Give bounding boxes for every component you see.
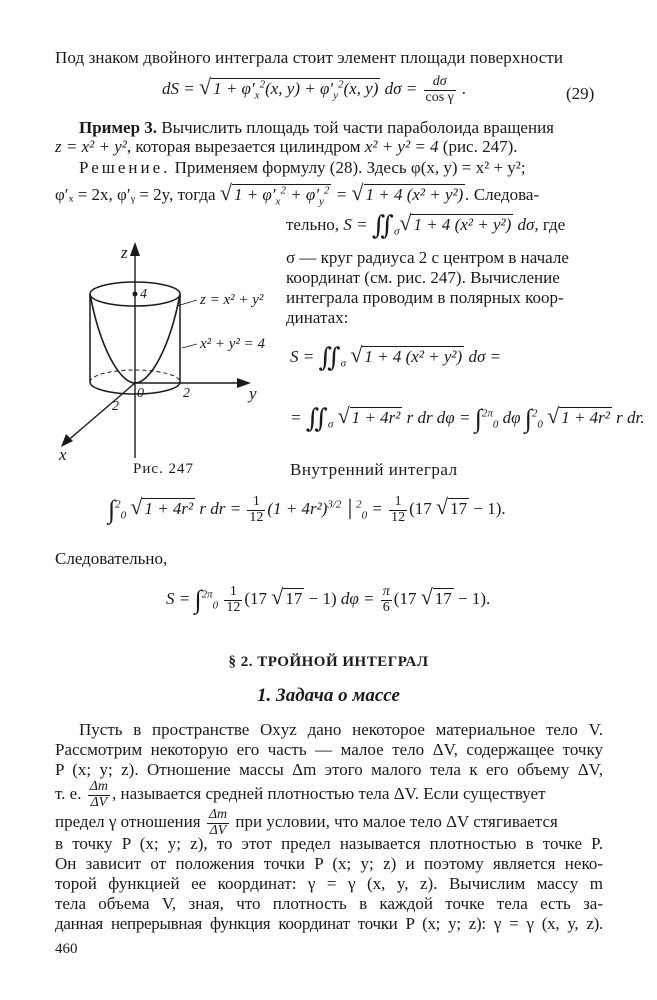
inner-integral-formula: ∫$^2_0$ √ 1 + 4r² r dr = $\frac{1}{12}$ $(1 + 4r^2)^{3/2}$ │$^2_0$ = $\frac{1}{12}$ (17 √ 17 − 1). (108, 493, 506, 525)
point-z4 (133, 292, 138, 297)
right-text-4: динатах: (286, 308, 349, 327)
polar-integral-1: $S = ∬_\sigma$ √ 1 + 4 (x² + y²) dσ = (290, 342, 502, 373)
solution-text-1: Применяем формулу (28). Здесь φ(x, y) = x² + y²; (174, 158, 526, 177)
dm-dv-fraction-2: $\frac{\Delta m}{\Delta V}$ (208, 807, 228, 838)
para-line-7: Он зависит от положения точки P (x; y; z) и поэтому является неко- (55, 854, 603, 873)
x-label: x (59, 445, 67, 464)
y-label: y (249, 384, 257, 403)
figure-caption: Рис. 247 (133, 461, 195, 477)
example-line-2 (55, 137, 518, 157)
para-4-start: т. е. (55, 784, 82, 804)
para-4-rest: , называется средней плотностью тела ΔV. Если существует (112, 784, 546, 804)
formula-29: dS = √ $1 + \varphi'_x^2(x$, $y) + \varphi'_y^2(x$, y) dσ = $\frac{d\sigma}{\text{cos γ}}$ . (162, 73, 467, 105)
para-line-6: в точку P (x; y; z), то этот предел называется плотностью в точке P. (55, 834, 603, 853)
x-axis (65, 383, 135, 443)
solution-cont: Следова- (473, 185, 540, 204)
example-label: Пример 3. (79, 118, 158, 137)
s-integral: $S = ∬_\sigma√$ 1 + 4 (x² + y²) dσ, (343, 210, 539, 241)
equation-number-29: (29) (566, 84, 595, 103)
final-s-formula: S = ∫$^{2\pi}_0$ $\frac{1}{12}$ (17 √ 17 − 1) dφ = $\frac{\pi}{6}$ (17 √ 17 − 1). (166, 583, 491, 615)
example-text-1: Вычислить площадь той части параболоида вращения (161, 118, 554, 137)
cylinder-label: x² + y² = 4 (200, 336, 266, 352)
polar-integral-2: = $∬_\sigma$ √ 1 + 4r² r dr dφ = ∫$^{2\pi}_0$ dφ ∫$^2_0$ √ 1 + 4r² r dr. (290, 403, 645, 434)
para-line-3: P (x; y; z). Отношение массы Δm этого малого тела к его объему ΔV, (55, 760, 603, 779)
dm-dv-fraction-1: $\frac{\Delta m}{\Delta V}$ (89, 779, 109, 810)
z-arrow-icon (130, 242, 140, 256)
figure-ref: (рис. 247). (442, 137, 518, 156)
solution-line-2 (55, 180, 539, 208)
tick-2-y-label: 2 (183, 386, 190, 401)
therefore-label: Следовательно, (55, 549, 168, 568)
where-word: где (542, 215, 566, 234)
paraboloid-label: z = x² + y² (200, 292, 264, 308)
tick-2-x-label: 2 (112, 399, 119, 414)
cylinder-leader (182, 344, 197, 348)
origin-label: 0 (137, 386, 144, 401)
sqrt-expression: √ $1 + \varphi'_x^2 + \varphi'_y^2$ = √ 1 + 4 (x² + y²) . (219, 180, 470, 208)
example-line-1 (79, 118, 603, 138)
inner-integral-label: Внутренний интеграл (290, 460, 458, 479)
solution-label: Решение. (79, 158, 171, 177)
para-5-start: предел γ отношения (55, 812, 201, 832)
para-line-2: Рассмотрим некоторую его часть — малое тело ΔV, содержащее точку (55, 740, 603, 759)
right-text-1: σ — круг радиуса 2 с центром в начале (286, 248, 569, 267)
para-line-8: торой функцией ее координат: γ = γ (x, y, z). Вычислим массу m (55, 874, 603, 893)
solution-text-3: тельно, (286, 215, 340, 234)
solution-line-3 (286, 210, 565, 241)
intro-line: Под знаком двойного интеграла стоит элемент площади поверхности (55, 48, 564, 67)
para-line-1: Пусть в пространстве Oxyz дано некоторое материальное тело V. (79, 720, 603, 739)
right-text-3: интеграла проводим в полярных коор- (286, 288, 564, 307)
subsection-heading: 1. Задача о массе (257, 685, 400, 706)
solution-line-1 (79, 158, 526, 178)
figure-247 (55, 238, 345, 468)
para-5-rest: при условии, что малое тело ΔV стягивается (235, 812, 558, 832)
cylinder-eq: x² + y² = 4 (364, 137, 439, 156)
page-number: 460 (55, 941, 78, 957)
section-heading: § 2. ТРОЙНОЙ ИНТЕГРАЛ (228, 654, 429, 670)
derivatives: φ′ₓ = 2x, φ′ᵧ = 2y, тогда (55, 185, 216, 204)
right-text-2: координат (см. рис. 247). Вычисление (286, 268, 560, 287)
paraboloid-eq: z = x² + y² (55, 137, 127, 156)
z-label: z (121, 243, 128, 262)
para-line-4 (55, 780, 603, 810)
example-text-2: , которая вырезается цилиндром (126, 137, 361, 156)
tick-4-label: 4 (140, 287, 147, 302)
para-line-9: тела объема V, зная, что плотность в каждой точке тела есть за- (55, 894, 603, 913)
para-line-10: данная непрерывная функция координат точки P (x; y; z): γ = γ (x, y, z). (55, 914, 603, 933)
